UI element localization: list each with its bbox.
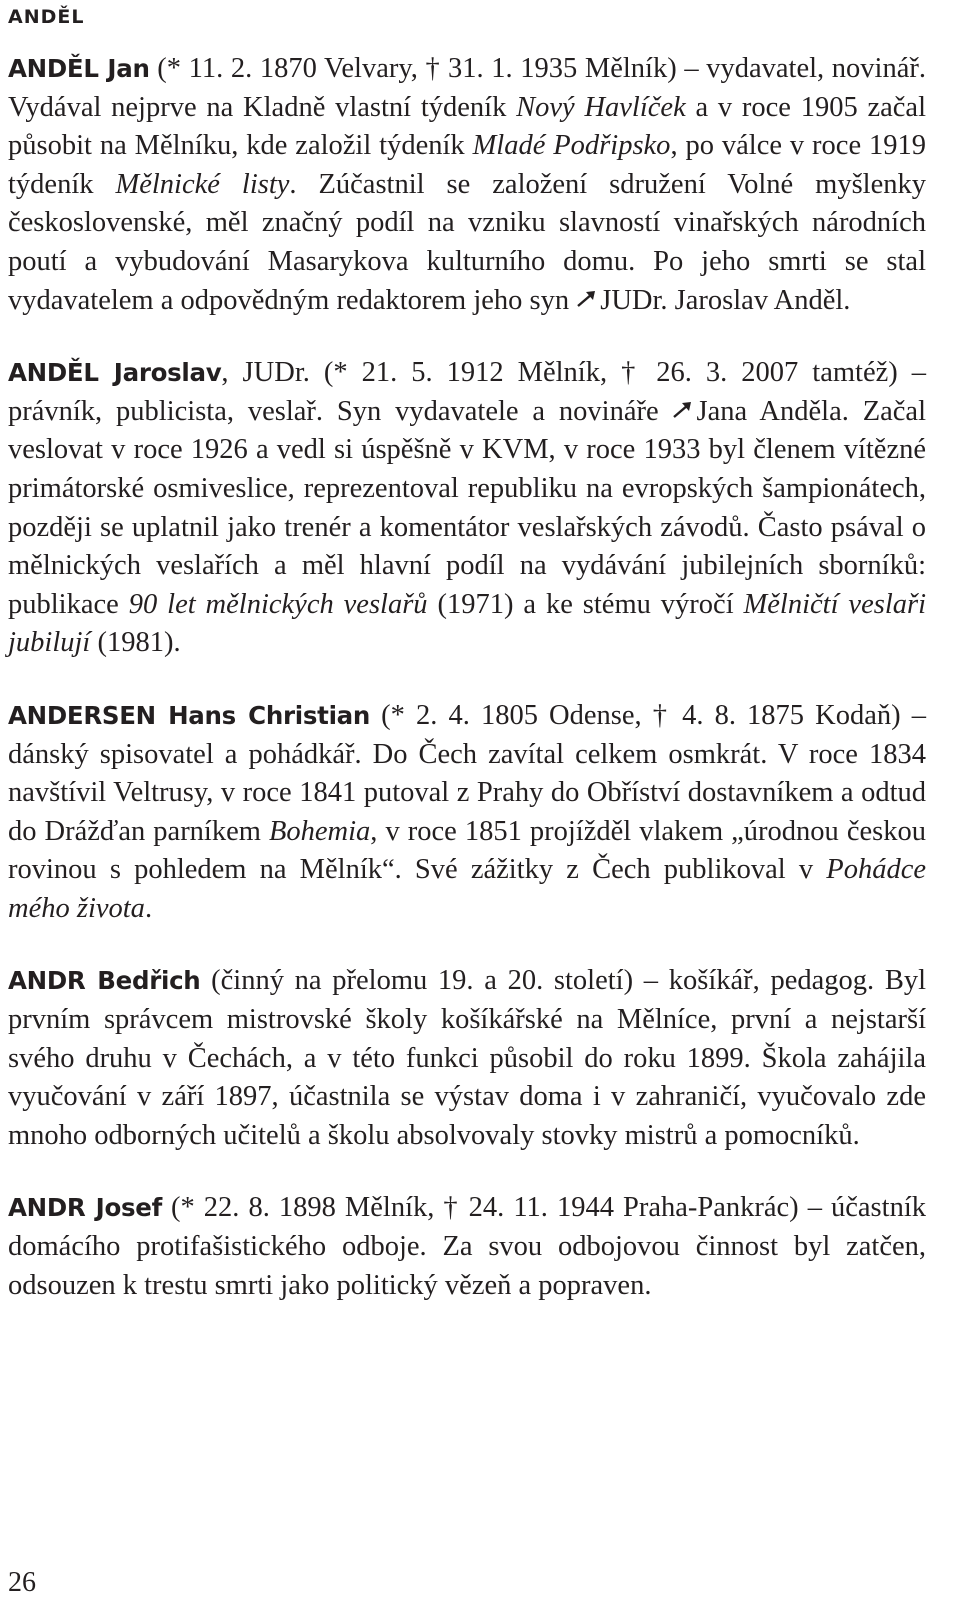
entry-text: (1971) a ke stému výročí	[427, 588, 744, 620]
entry-list	[8, 50, 926, 1339]
entry-text: (1981).	[90, 627, 181, 659]
entry-andersen-hans-christian	[8, 697, 926, 929]
entry-text: (* 2. 4. 1805 Odense, † 4. 8. 1875 Kodaň) – dánský spisovatel a pohádkář. Do Čech zavítal celkem osmkrát. V roce 1834 navštívil Veltrusy, v roce 1841 putoval z Prahy do Obříství dostavníkem a odtud do Drážďan parníkem	[8, 699, 926, 847]
publication-title: Nový Havlíček	[516, 91, 686, 123]
entry-text: Začal veslovat v roce 1926 a vedl si úspěšně v KVM, v roce 1933 byl členem vítězné primátorské osmiveslice, reprezentoval republiku na evropských šampionátech, později se uplatnil jako trenér a komentátor veslařských závodů. Často psával o mělnických veslařích a měl hlavní podíl na vydávání jubilejních sborníků: publikace	[8, 395, 926, 620]
page-number: 26	[8, 1567, 36, 1598]
headword: ANDĚL Jaroslav	[8, 358, 222, 388]
entry-text: (* 11. 2. 1870 Velvary, † 31. 1. 1935 Mělník) – vydavatel, novinář. Vydával nejprve na Kladně vlastní týdeník	[8, 53, 926, 123]
entry-text: (* 22. 8. 1898 Mělník, † 24. 11. 1944 Praha-Pankrác) – účastník domácího protifašistického odboje. Za svou odbojovou činnost byl zatčen, odsouzen k trestu smrti jako politický vězeň a popraven.	[8, 1192, 926, 1301]
publication-title: Bohemia	[268, 815, 371, 847]
publication-title: Pohádce mého života	[8, 854, 926, 924]
cross-reference-link[interactable]: JUDr. Jaroslav Anděl.	[600, 284, 851, 316]
publication-title: Mělničtí veslaři jubilují	[8, 588, 927, 659]
entry-andr-josef	[8, 1189, 926, 1305]
entry-andr-bedrich	[8, 962, 926, 1155]
entry-text: a v roce 1905 začal působit na Mělníku, kde založil týdeník	[8, 91, 926, 162]
cross-reference-arrow-icon	[576, 290, 598, 308]
entry-andel-jaroslav	[8, 354, 926, 663]
headword: ANDERSEN Hans Christian	[8, 700, 371, 730]
publication-title: Mělnické listy	[115, 168, 290, 200]
entry-text: , v roce 1851 projížděl vlakem „úrodnou českou rovinou s pohledem na Mělník“. Své zážitky z Čech publikoval v	[8, 815, 926, 886]
headword: ANDĚL Jan	[8, 54, 150, 83]
headword: ANDR Bedřich	[8, 966, 201, 996]
headword: ANDR Josef	[8, 1193, 162, 1223]
entry-text: .	[144, 892, 153, 924]
cross-reference-link[interactable]: Jana Anděla.	[696, 395, 849, 427]
publication-title: Mladé Podřipsko	[472, 130, 671, 162]
entry-text: . Zúčastnil se založení sdružení Volné myšlenky československé, měl značný podíl na vzniku slavností vinařských národních poutí a vybudování Masarykova kulturního domu. Po jeho smrti se stal vydavatelem a odpovědným redaktorem jeho syn	[8, 168, 926, 316]
entry-text: , po válce v roce 1919 týdeník	[8, 130, 926, 200]
cross-reference-arrow-icon	[672, 401, 694, 419]
entry-text: , JUDr. (* 21. 5. 1912 Mělník, † 26. 3. 2007 tamtéž) – právník, publicista, veslař. Syn vydavatele a novináře	[8, 357, 927, 427]
entry-andel-jan	[8, 50, 926, 320]
running-head: ANDĚL	[8, 6, 85, 28]
publication-title: 90 let mělnických veslařů	[128, 588, 428, 620]
entry-text: (činný na přelomu 19. a 20. století) – košíkář, pedagog. Byl prvním správcem mistrovské školy košíkářské na Mělníce, první a nejstarší svého druhu v Čechách, a v této funkci působil do roku 1899. Škola zahájila vyučování v září 1897, účastnila se výstav doma i v zahraničí, vyučovalo zde mnoho odborných učitelů a školu absolvovaly stovky mistrů a pomocníků.	[8, 965, 926, 1151]
